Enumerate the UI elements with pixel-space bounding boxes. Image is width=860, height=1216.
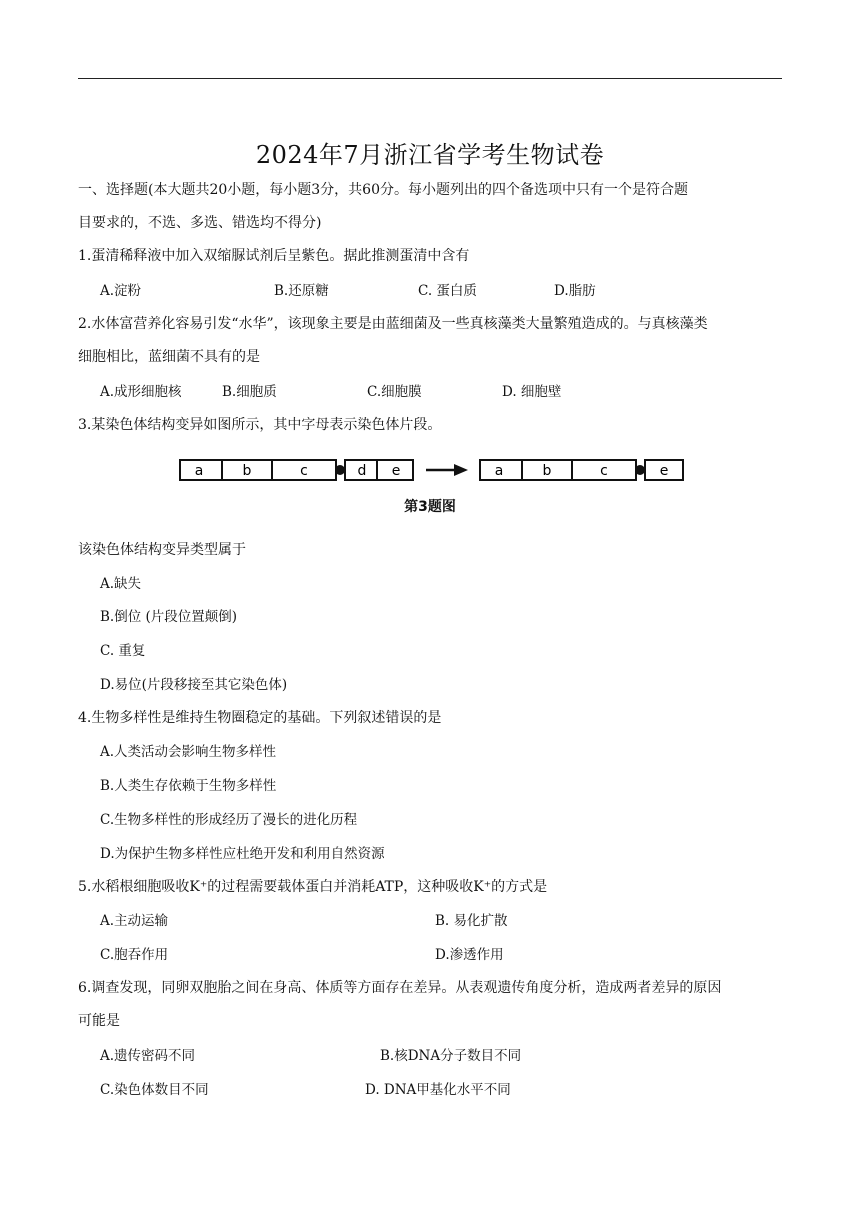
question-5-option-b: B. 易化扩散 <box>435 913 508 929</box>
question-6-option-c: C.染色体数目不同 <box>100 1082 209 1098</box>
header-rule <box>78 78 782 79</box>
question-5-option-c: C.胞吞作用 <box>100 947 169 963</box>
question-6-stem-line1: 6.调查发现，同卵双胞胎之间在身高、体质等方面存在差异。从表观遗传角度分析，造成两者差异的原因 <box>78 980 722 996</box>
question-4-stem: 4.生物多样性是维持生物圈稳定的基础。下列叙述错误的是 <box>78 710 442 726</box>
question-1-option-b: B.还原糖 <box>274 283 329 299</box>
question-3-option-c: C. 重复 <box>100 643 146 659</box>
question-2-option-d: D. 细胞壁 <box>502 384 562 400</box>
question-2-option-c: C.细胞膜 <box>367 384 422 400</box>
question-1-option-d: D.脂肪 <box>554 283 596 299</box>
section-instructions-line1: 一、选择题(本大题共20小题，每小题3分，共60分。每小题列出的四个备选项中只有一个是符合题 <box>78 182 688 198</box>
question-2-stem-line2: 细胞相比，蓝细菌不具有的是 <box>78 349 260 365</box>
segment-before-e: e <box>391 463 401 479</box>
question-4-option-d: D.为保护生物多样性应杜绝开发和利用自然资源 <box>100 846 385 862</box>
question-5-stem: 5.水稻根细胞吸收K⁺的过程需要载体蛋白并消耗ATP，这种吸收K⁺的方式是 <box>78 879 548 895</box>
centromere-after-icon <box>635 465 645 475</box>
question-2-option-b: B.细胞质 <box>222 384 277 400</box>
question-3-option-b: B.倒位 (片段位置颠倒) <box>100 609 238 625</box>
question-2-stem-line1: 2.水体富营养化容易引发“水华”，该现象主要是由蓝细菌及一些真核藻类大量繁殖造成的。与真核藻类 <box>78 316 708 332</box>
question-4-option-a: A.人类活动会影响生物多样性 <box>100 744 277 760</box>
question-3-option-a: A.缺失 <box>100 576 142 592</box>
chromosome-after <box>480 460 683 480</box>
question-1-option-c: C. 蛋白质 <box>418 283 477 299</box>
segment-after-a: a <box>494 463 504 479</box>
segment-before-b: b <box>242 463 252 479</box>
section-instructions-line2: 目要求的，不选、多选、错选均不得分) <box>78 215 322 231</box>
question-2-option-a: A.成形细胞核 <box>100 384 182 400</box>
segment-before-a: a <box>194 463 204 479</box>
centromere-before-icon <box>335 465 345 475</box>
question-6-option-d: D. DNA甲基化水平不同 <box>365 1082 511 1098</box>
segment-after-c: c <box>600 463 608 479</box>
figure-caption: 第3题图 <box>404 499 456 515</box>
question-1-option-a: A.淀粉 <box>100 283 142 299</box>
question-3-followup: 该染色体结构变异类型属于 <box>78 542 246 558</box>
question-6-stem-line2: 可能是 <box>78 1013 120 1029</box>
question-6-option-b: B.核DNA分子数目不同 <box>380 1048 522 1064</box>
question-4-option-b: B.人类生存依赖于生物多样性 <box>100 778 277 794</box>
segment-before-c: c <box>300 463 308 479</box>
segment-after-b: b <box>542 463 552 479</box>
question-5-option-d: D.渗透作用 <box>435 947 504 963</box>
question-5-option-a: A.主动运输 <box>100 913 169 929</box>
arrow-right-icon <box>426 464 468 476</box>
question-6-option-a: A.遗传密码不同 <box>100 1048 196 1064</box>
question-1-stem: 1.蛋清稀释液中加入双缩脲试剂后呈紫色。据此推测蛋清中含有 <box>78 248 470 264</box>
question-4-option-c: C.生物多样性的形成经历了漫长的进化历程 <box>100 812 358 828</box>
segment-before-d: d <box>357 463 367 479</box>
chromosome-before <box>180 460 413 480</box>
question-3-option-d: D.易位(片段移接至其它染色体) <box>100 677 288 693</box>
question-3-stem: 3.某染色体结构变异如图所示，其中字母表示染色体片段。 <box>78 417 442 433</box>
chromosome-figure <box>176 452 696 488</box>
page-title: 2024年7月浙江省学考生物试卷 <box>255 141 605 169</box>
segment-after-e: e <box>659 463 669 479</box>
